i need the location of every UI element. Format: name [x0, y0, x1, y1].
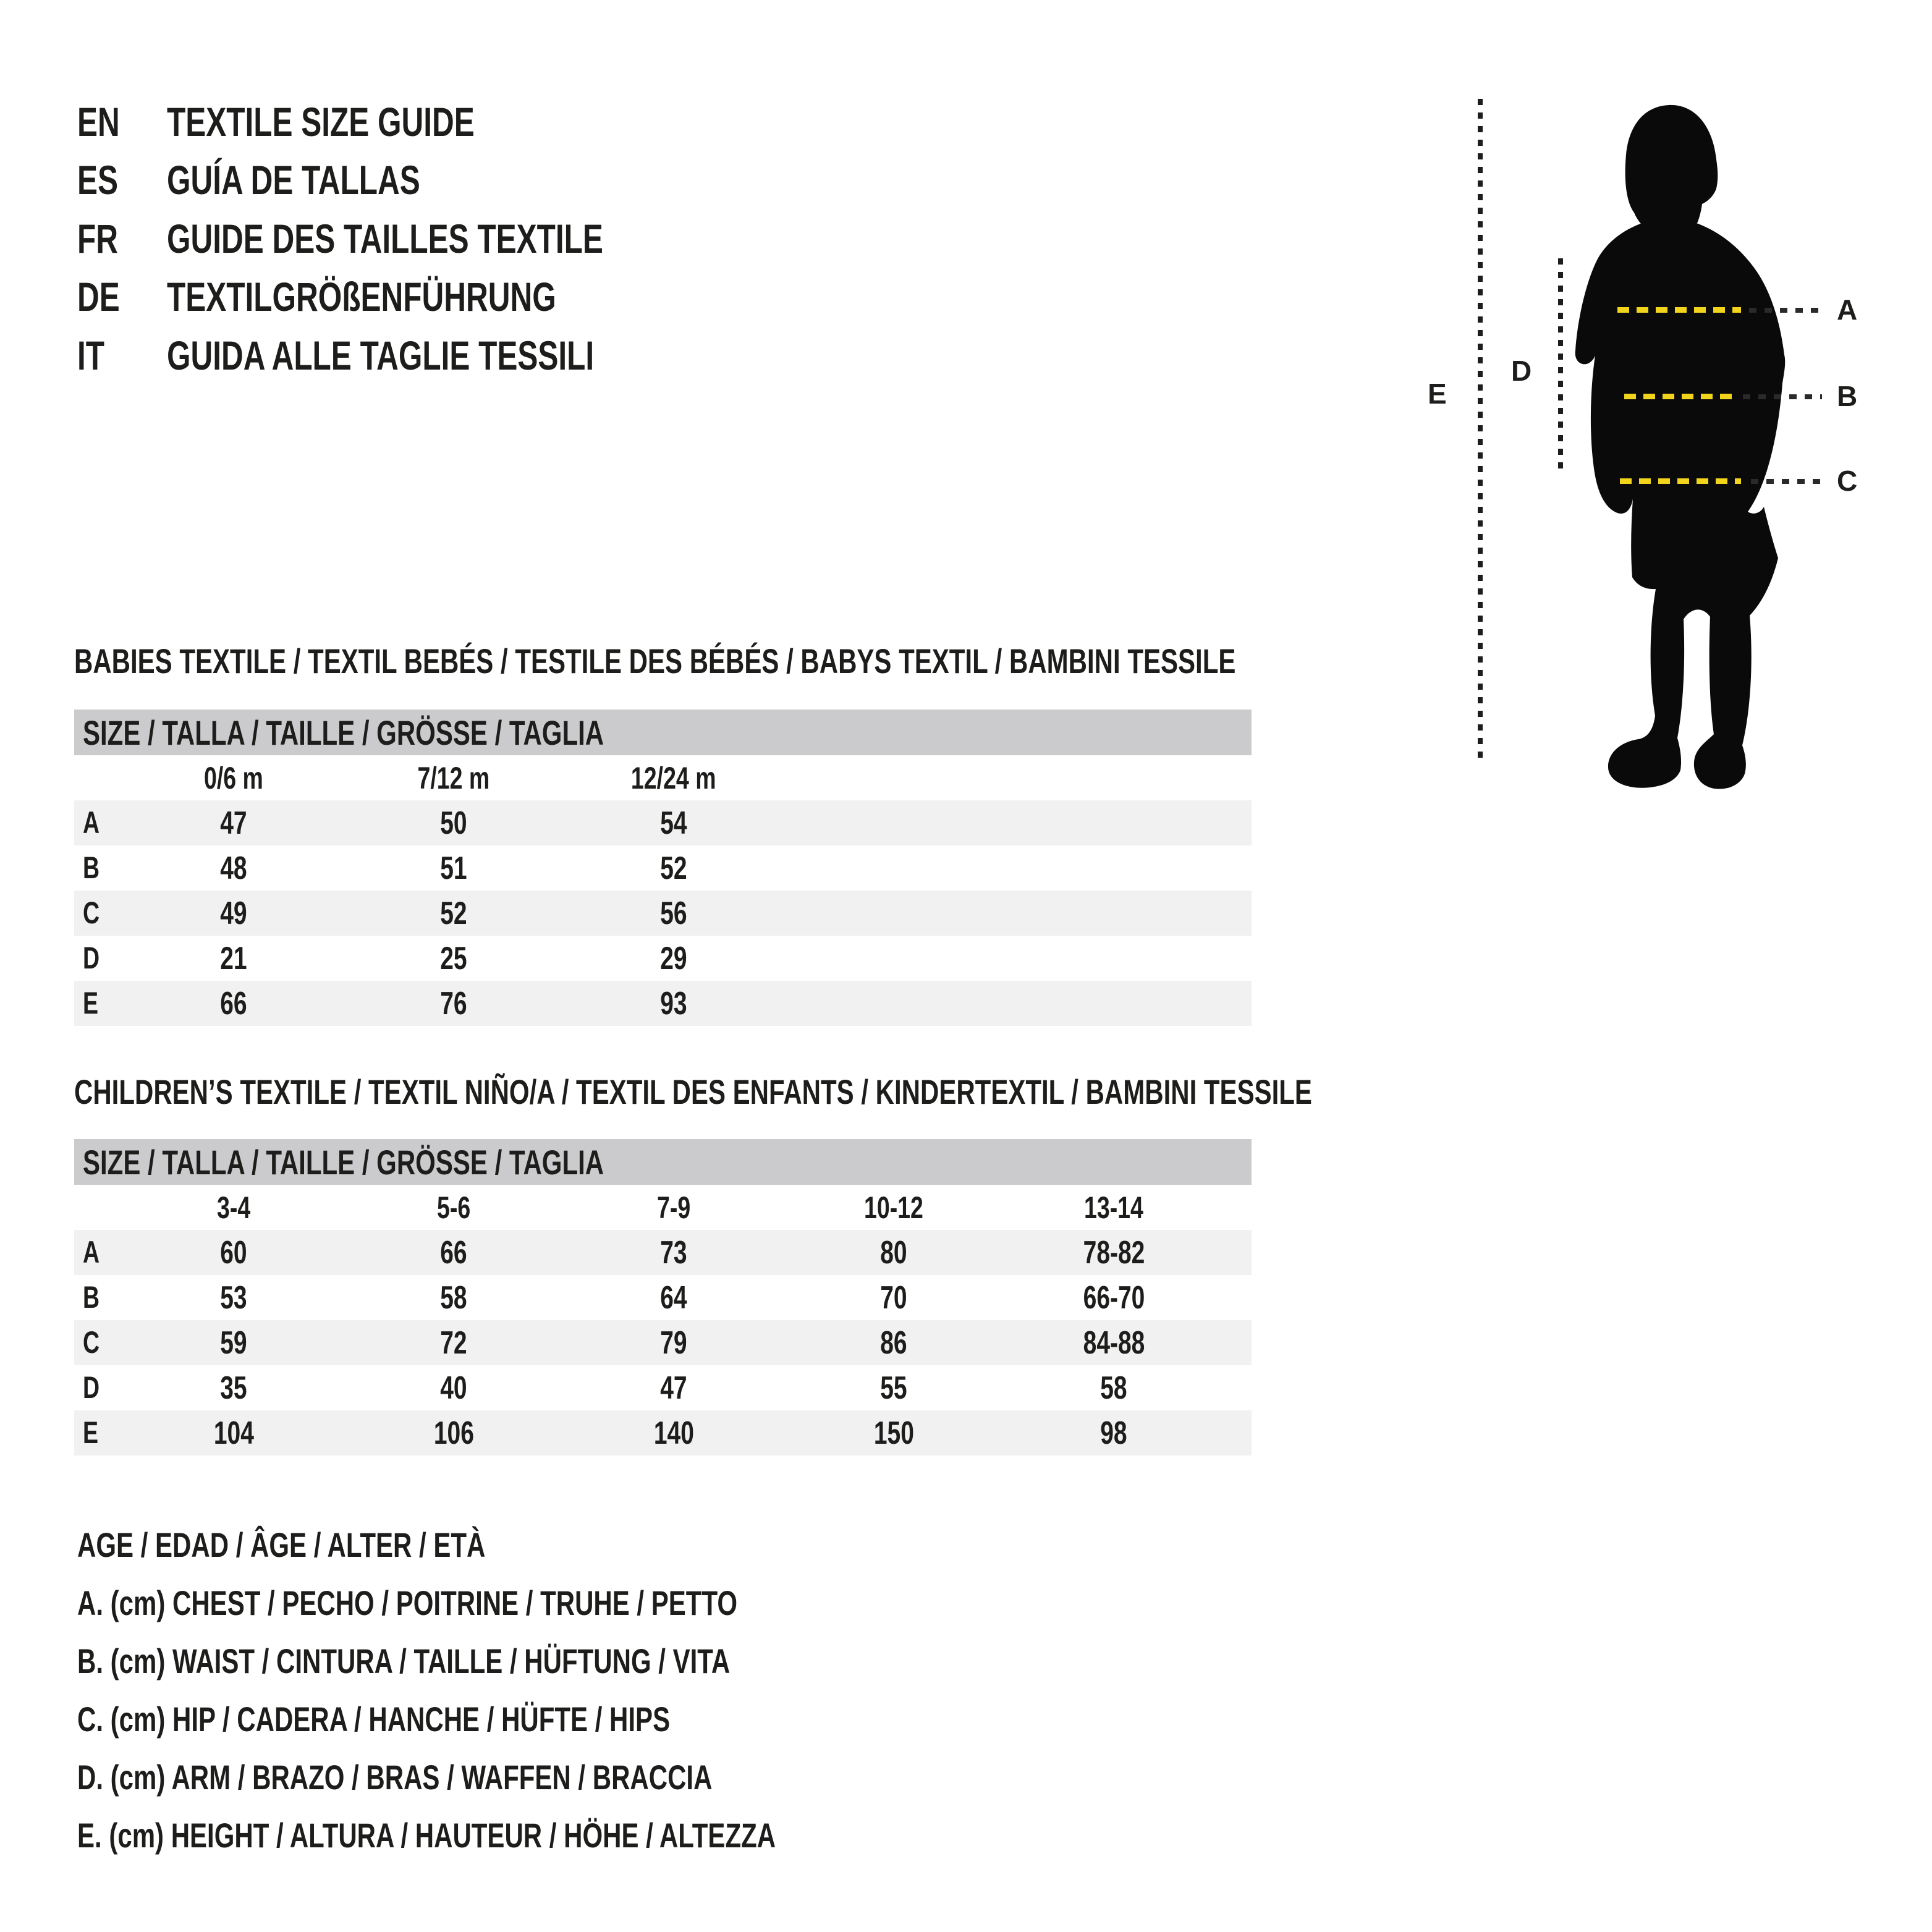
table-row: A 47 50 54	[74, 800, 1252, 845]
babies-col-12-24m: 12/24 m	[631, 760, 716, 795]
table-row: D 21 25 29	[83, 940, 687, 977]
language-code: FR	[77, 216, 118, 261]
figure-label-height: E	[1428, 378, 1447, 410]
figure-label-waist: B	[1837, 380, 1858, 412]
children-col-5-6: 5-6	[436, 1190, 471, 1225]
arm-measure-line-d	[1558, 258, 1563, 472]
table-row: C 49 52 56	[74, 891, 1252, 936]
children-col-10-12: 10-12	[864, 1190, 923, 1225]
chest-line-black	[1749, 308, 1822, 313]
children-col-3-4: 3-4	[216, 1190, 251, 1225]
babies-size-header: SIZE / TALLA / TAILLE / GRÖSSE / TAGLIA	[83, 713, 604, 752]
legend-hip: C. (cm) HIP / CADERA / HANCHE / HÜFTE / HIPS	[77, 1700, 671, 1739]
babies-column-header-row	[74, 755, 1252, 800]
babies-size-header-band	[74, 710, 1252, 755]
waist-line-yellow	[1624, 394, 1737, 399]
guide-title-es: GUÍA DE TALLAS	[167, 157, 420, 203]
table-row: B 53 58 64 70 66-70	[83, 1279, 1145, 1316]
hip-line-yellow	[1620, 478, 1741, 484]
children-size-header-band	[74, 1139, 1252, 1185]
guide-title-fr: GUIDE DES TAILLES TEXTILE	[167, 216, 603, 261]
language-code: IT	[77, 333, 104, 378]
language-code: EN	[77, 99, 120, 145]
child-silhouette-icon	[1570, 87, 1916, 791]
table-row: C 59 72 79 86 84-88	[74, 1320, 1252, 1365]
figure-label-arm: D	[1511, 355, 1532, 387]
table-row: E 104 106 140 150 98	[74, 1410, 1252, 1455]
table-row: D 35 40 47 55 58	[83, 1370, 1127, 1406]
legend-age: AGE / EDAD / ÂGE / ALTER / ETÀ	[77, 1525, 486, 1564]
waist-line-black	[1743, 394, 1822, 399]
guide-title-en: TEXTILE SIZE GUIDE	[167, 99, 475, 145]
babies-col-7-12m: 7/12 m	[417, 760, 490, 795]
babies-section-heading: BABIES TEXTILE / TEXTIL BEBÉS / TESTILE DES BÉBÉS / BABYS TEXTIL / BAMBINI TESSILE	[74, 642, 1236, 680]
guide-title-it: GUIDA ALLE TAGLIE TESSILI	[167, 333, 595, 378]
children-section-heading: CHILDREN’S TEXTILE / TEXTIL NIÑO/A / TEXTIL DES ENFANTS / KINDERTEXTIL / BAMBINI TESSILE	[74, 1072, 1312, 1111]
hip-line-black	[1751, 479, 1822, 484]
language-code: ES	[77, 157, 119, 203]
language-code: DE	[77, 274, 120, 320]
children-col-13-14: 13-14	[1084, 1190, 1143, 1225]
children-column-header-row	[74, 1185, 1252, 1230]
legend-arm: D. (cm) ARM / BRAZO / BRAS / WAFFEN / BRACCIA	[77, 1758, 713, 1797]
table-row: B 48 51 52	[83, 850, 687, 886]
legend-waist: B. (cm) WAIST / CINTURA / TAILLE / HÜFTUNG / VITA	[77, 1642, 731, 1680]
babies-col-0-6m: 0/6 m	[204, 760, 263, 795]
figure-label-chest: A	[1837, 294, 1858, 326]
legend-chest: A. (cm) CHEST / PECHO / POITRINE / TRUHE / PETTO	[77, 1583, 738, 1622]
chest-line-yellow	[1617, 307, 1741, 313]
table-row: A 60 66 73 80 78-82	[74, 1230, 1252, 1275]
figure-label-hip: C	[1837, 465, 1858, 497]
legend-height: E. (cm) HEIGHT / ALTURA / HAUTEUR / HÖHE / ALTEZZA	[77, 1816, 776, 1855]
children-col-7-9: 7-9	[656, 1190, 691, 1225]
children-size-header: SIZE / TALLA / TAILLE / GRÖSSE / TAGLIA	[83, 1142, 604, 1182]
table-row: E 66 76 93	[74, 981, 1252, 1026]
guide-title-de: TEXTILGRÖßENFÜHRUNG	[167, 274, 556, 320]
